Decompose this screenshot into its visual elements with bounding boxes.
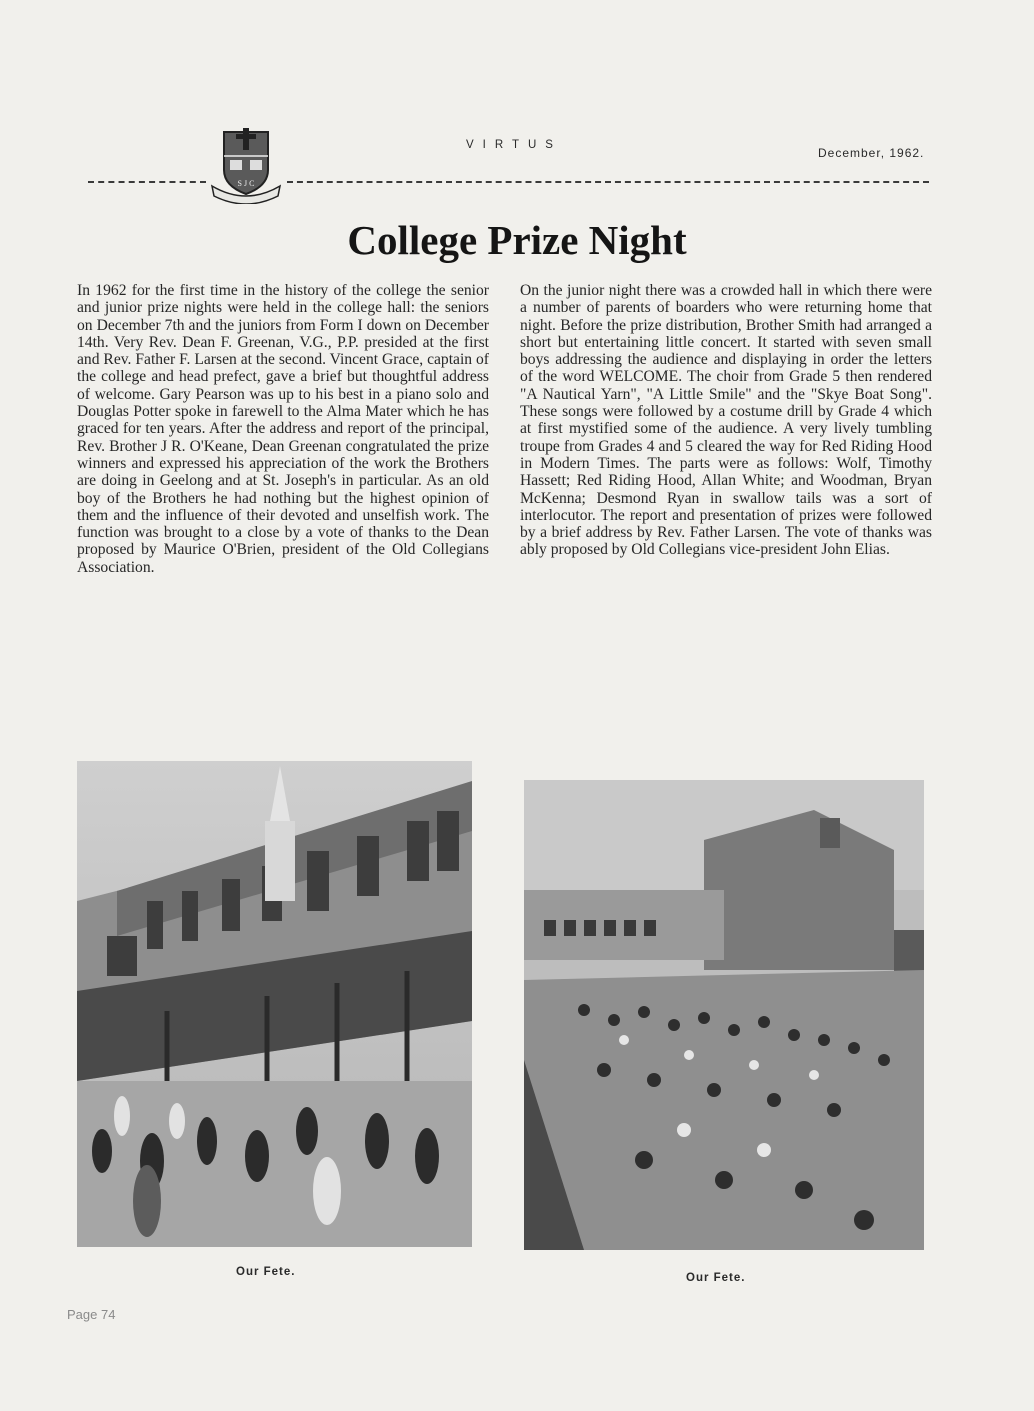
college-crest-icon xyxy=(210,126,282,204)
page-number: Page 74 xyxy=(67,1307,116,1322)
header-rule-left xyxy=(88,181,206,183)
article-title: College Prize Night xyxy=(347,217,687,263)
fete-photo-schoolyard xyxy=(524,780,924,1250)
article-paragraph-right: On the junior night there was a crowded hall in which there were a number of parents of boarders who were returning home that night. Before the prize distribution, Brother Smith had arranged a short but entertaining little concert. It started with seven small boys addressing the audience and displaying in order the letters of the word WELCOME. The choir from Grade 5 then rendered "A Nautical Yarn", "A Little Smile" and the "Skye Boat Song". These songs were followed by a costume drill by Grade 4 which at first mystified some of the audience. A very lively tumbling troupe from Grades 4 and 5 cleared the way for Red Riding Hood in Modern Times. The parts were as follows: Wolf, Timothy Hassett; Red Riding Hood, Allan White; and Woodman, Bryan McKenna; Desmond Ryan in swallow tails was a sort of interlocutor. The report and presentation of prizes were followed by a brief address by Rev. Father Larsen. The vote of thanks was ably proposed by Old Collegians vice-president John Elias. xyxy=(520,282,932,559)
fete-photo-building xyxy=(77,761,472,1247)
photo-caption: Our Fete. xyxy=(686,1272,746,1284)
photo-caption: Our Fete. xyxy=(236,1266,296,1278)
svg-text:S J C: S J C xyxy=(237,179,255,188)
header-rule-right xyxy=(287,181,929,183)
issue-date: December, 1962. xyxy=(818,146,925,160)
article-paragraph-left: In 1962 for the first time in the history of the college the senior and junior prize nights were held in the college hall: the seniors on December 7th and the juniors from Form I down on December 14th. Very Rev. Dean F. Greenan, V.G., P.P. presided at the first and Rev. Father F. Larsen at the second. Vincent Grace, captain of the college and head prefect, gave a brief but thoughtful address of welcome. Gary Pearson was up to his best in a piano solo and Douglas Potter spoke in farewell to the Alma Mater which he has graced for ten years. After the address and report of the principal, Rev. Brother J R. O'Keane, Dean Greenan congratulated the prize winners and expressed his appreciation of the work the Brothers are doing in Geelong and at St. Joseph's in particular. As an old boy of the Brothers he had nothing but the highest opinion of them and the influence of their devoted and unselfish work. The function was brought to a close by a vote of thanks to the Dean proposed by Maurice O'Brien, president of the Old Collegians Association. xyxy=(77,282,489,576)
publication-title: VIRTUS xyxy=(466,139,562,151)
